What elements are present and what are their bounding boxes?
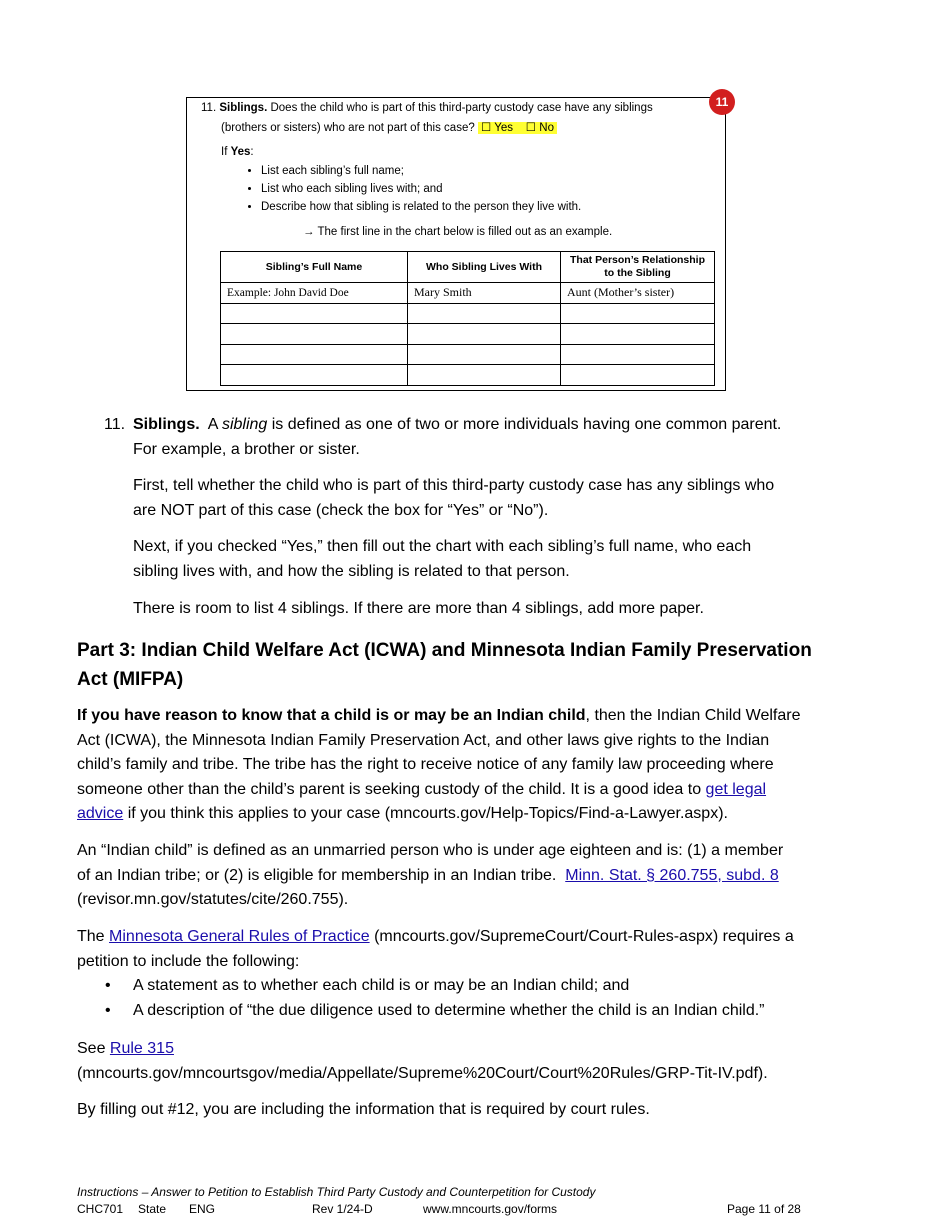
part-3-para-5: By filling out #12, you are including the information that is required by court rules. [77, 1101, 650, 1118]
footer-state: State [138, 1202, 167, 1216]
column-header: That Person’s Relationship to the Sibling [561, 252, 715, 283]
section-11-para-4: There is room to list 4 siblings. If there are more than 4 siblings, add more paper. [133, 600, 704, 617]
example-note: → The first line in the chart below is filled out as an example. [303, 226, 613, 238]
table-cell [408, 303, 561, 324]
no-checkbox: ☐ No [525, 122, 555, 134]
form-question-line-2: (brothers or sisters) who are not part of this case? ☐ Yes ☐ No [221, 120, 557, 134]
column-header: Who Sibling Lives With [408, 252, 561, 283]
footer-revision: Rev 1/24-D [312, 1202, 373, 1216]
form-instruction-list [231, 162, 581, 216]
footer-title: Instructions – Answer to Petition to Establish Third Party Custody and Counterpetition for Custody [77, 1185, 596, 1199]
table-header-row [221, 252, 715, 283]
table-cell: Mary Smith [408, 283, 561, 304]
table-cell [561, 324, 715, 345]
yes-no-options [478, 122, 557, 134]
if-yes-label: If Yes: [221, 146, 254, 158]
table-cell: Aunt (Mother’s sister) [561, 283, 715, 304]
table-row [221, 283, 715, 304]
minn-stat-link[interactable]: Minn. Stat. § 260.755, subd. 8 [565, 866, 779, 884]
general-rules-link[interactable]: Minnesota General Rules of Practice [109, 928, 370, 945]
table-row [221, 344, 715, 365]
table-row [221, 324, 715, 345]
part-3-para-2: An “Indian child” is defined as an unmarried person who is under age eighteen and is: (1) a member of an Indian tribe; or (2) is eligible for membership in an Indian tribe. Minn. Stat. § 260.755, subd. 8 (revisor.mn.gov/statutes/cite/260.755). [77, 842, 784, 908]
table-cell [561, 365, 715, 386]
part-3-para-4: See Rule 315 (mncourts.gov/mncourtsgov/media/Appellate/Supreme%20Court/Court%20Rules/GRP-Tit-IV.pdf). [77, 1040, 768, 1082]
footer-form-code: CHC701 [77, 1202, 124, 1216]
footer-website: www.mncourts.gov/forms [423, 1202, 558, 1216]
footer-lang: ENG [189, 1202, 216, 1216]
rule-315-link[interactable]: Rule 315 [109, 1040, 174, 1057]
section-11-para-1: Siblings. A sibling is defined as one of two or more individuals having one common parent. For example, a brother or sister. [133, 416, 782, 458]
table-cell [221, 365, 408, 386]
section-number-badge: 11 [709, 89, 735, 115]
list-item: • Describe how that sibling is related to the person they live with. [261, 198, 581, 216]
footer-page-number: Page 11 of 28 [727, 1202, 801, 1216]
table-cell [408, 365, 561, 386]
list-item: • List who each sibling lives with; and [261, 180, 581, 198]
table-row [221, 303, 715, 324]
part-3-para-1: If you have reason to know that a child is or may be an Indian child, then the Indian Child Welfare Act (ICWA), the Minnesota Indian Family Preservation Act, and other laws give rights to the Indian child’s family and tribe. The tribe has the right to receive notice of any family law proceeding where someone other than the child’s parent is seeking custody of the child. It is a good idea to get legal advice if you think this applies to your case (mncourts.gov/Help-Topics/Find-a-Lawyer.aspx). [77, 707, 801, 822]
form-question-line-1: 11. Siblings. Does the child who is part of this third-party custody case have any siblings [201, 102, 653, 114]
table-cell: Example: John David Doe [221, 283, 408, 304]
get-legal-advice-link-cont[interactable]: advice [77, 805, 124, 822]
yes-checkbox: ☐ Yes [480, 122, 514, 134]
column-header: Sibling’s Full Name [221, 252, 408, 283]
siblings-table [220, 251, 715, 386]
section-11-para-2: First, tell whether the child who is part of this third-party custody case has any siblings who are NOT part of this case (check the box for “Yes” or “No”). [133, 477, 775, 519]
table-cell [221, 324, 408, 345]
table-cell [221, 303, 408, 324]
part-3-heading: Part 3: Indian Child Welfare Act (ICWA) and Minnesota Indian Family Preservation Act (MIFPA) [77, 640, 812, 690]
form-excerpt [186, 97, 726, 391]
table-cell [561, 344, 715, 365]
table-cell [408, 344, 561, 365]
table-cell [561, 303, 715, 324]
section-11-para-3: Next, if you checked “Yes,” then fill out the chart with each sibling’s full name, who each sibling lives with, and how the sibling is related to that person. [133, 538, 752, 580]
get-legal-advice-link[interactable]: get legal [705, 780, 767, 798]
list-item: • List each sibling’s full name; [261, 162, 581, 180]
table-cell [408, 324, 561, 345]
section-11-number: 11. [104, 416, 126, 433]
part-3-para-3: The Minnesota General Rules of Practice (mncourts.gov/SupremeCourt/Court-Rules-aspx) requires a petition to include the following: [77, 928, 794, 970]
table-cell [221, 344, 408, 365]
table-row [221, 365, 715, 386]
